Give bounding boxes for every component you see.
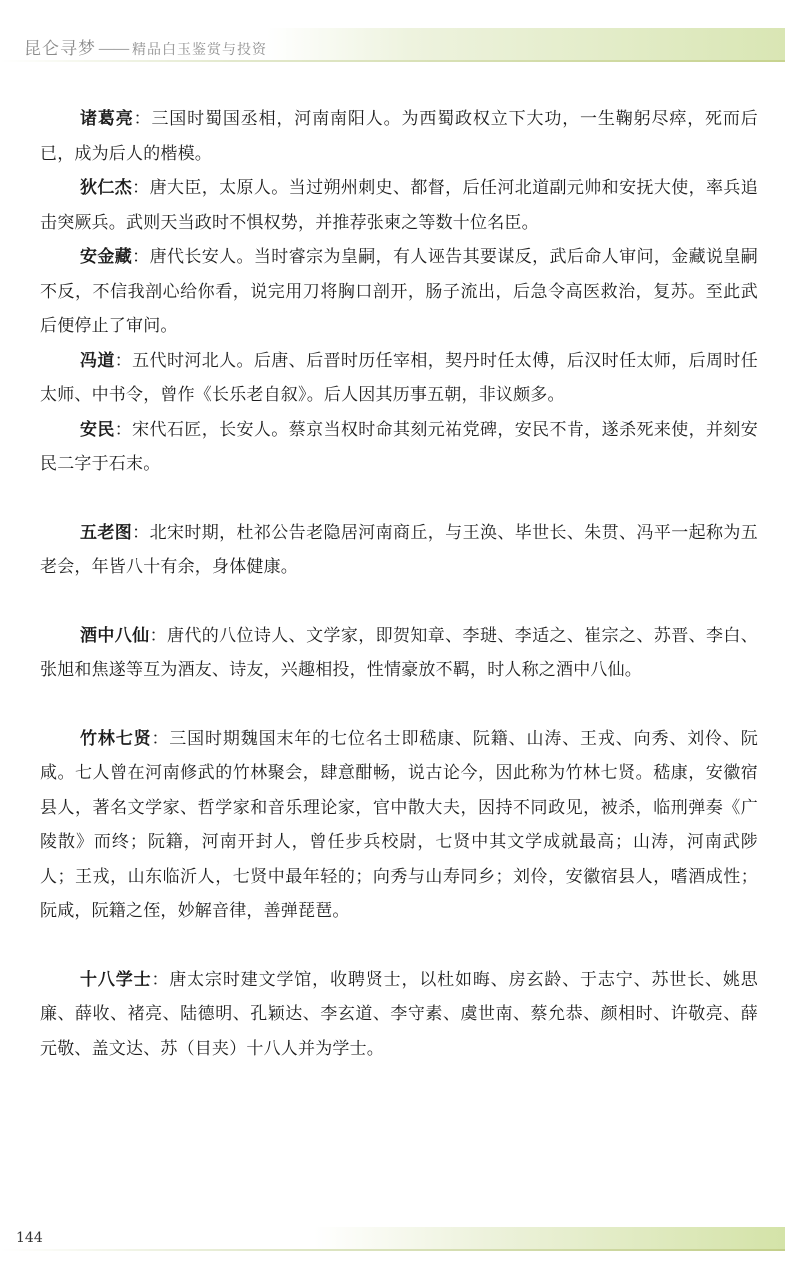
header-rule	[0, 60, 785, 62]
section-gap	[40, 585, 758, 619]
entry-separator: ：	[149, 625, 167, 646]
entry-text: 唐太宗时建文学馆，收聘贤士，以杜如晦、房玄龄、于志宁、苏世长、姚思廉、薛收、褚亮、陆德明、孔颖达、李玄道、李守素、虞世南、蔡允恭、颜相时、许敬亮、薛元敬、盖文达、苏（目夹）十八人并为学士。	[40, 969, 758, 1059]
entry-separator: ：	[132, 247, 150, 267]
entry-text: 北宋时期，杜祁公告老隐居河南商丘，与王涣、毕世长、朱贯、冯平一起称为五老会，年皆八十有余，身体健康。	[40, 522, 758, 577]
entry-di-renjie	[40, 171, 758, 240]
entry-text: 三国时期魏国末年的七位名士即嵇康、阮籍、山涛、王戎、向秀、刘伶、阮咸。七人曾在河南修武的竹林聚会，肆意酣畅，说古论今，因此称为竹林七贤。嵇康，安徽宿县人，著名文学家、哲学家和音乐理论家，官中散大夫，因持不同政见，被杀，临刑弹奏《广陵散》而终；阮籍，河南开封人，曾任步兵校尉，七贤中其文学成就最高；山涛，河南武陟人；王戎，山东临沂人，七贤中最年轻的；向秀与山寿同乡；刘伶，安徽宿县人，嗜酒成性；阮咸，阮籍之侄，妙解音律，善弹琵琶。	[40, 728, 758, 921]
entry-term: 安民	[80, 419, 115, 440]
entry-feng-dao	[40, 344, 758, 413]
section-gap	[40, 688, 758, 722]
entry-separator: ：	[114, 350, 133, 371]
entry-text: 唐大臣，太原人。当过朔州刺史、都督，后任河北道副元帅和安抚大使，率兵追击突厥兵。武则天当政时不惧权势，并推荐张柬之等数十位名臣。	[40, 178, 758, 233]
page-body	[40, 102, 758, 1066]
header-dash: ——	[98, 39, 128, 59]
entry-text: 唐代长安人。当时睿宗为皇嗣，有人诬告其要谋反，武后命人审问，金藏说皇嗣不反，不信我剖心给你看，说完用刀将胸口剖开，肠子流出，后急令高医救治，复苏。至此武后便停止了审问。	[40, 247, 758, 336]
entry-an-min	[40, 413, 758, 482]
entry-separator: ：	[151, 969, 170, 990]
entry-term: 五老图	[80, 522, 133, 543]
book-subtitle: 精品白玉鉴赏与投资	[132, 42, 267, 58]
entry-wulao-tu	[40, 516, 758, 585]
entry-text: 宋代石匠，长安人。蔡京当权时命其刻元祐党碑，安民不肯，遂杀死来使，并刻安民二字于石末。	[40, 419, 758, 474]
entry-text: 唐代的八位诗人、文学家，即贺知章、李琎、李适之、崔宗之、苏晋、李白、张旭和焦遂等互为酒友、诗友，兴趣相投，性情豪放不羁，时人称之酒中八仙。	[40, 625, 758, 680]
entry-separator: ：	[132, 178, 150, 198]
entry-zhuge-liang	[40, 102, 758, 171]
entry-zhulin-qixian	[40, 722, 758, 929]
entry-term: 竹林七贤	[80, 728, 152, 749]
entry-term: 狄仁杰	[80, 178, 133, 198]
entry-separator: ：	[132, 522, 150, 543]
section-gap	[40, 482, 758, 516]
entry-term: 诸葛亮	[80, 109, 134, 129]
entry-separator: ：	[133, 109, 152, 129]
section-gap	[40, 929, 758, 963]
entry-term: 冯道	[80, 350, 115, 371]
entry-shiba-xueshi	[40, 963, 758, 1067]
entry-term: 安金藏	[80, 247, 133, 267]
entry-text: 五代时河北人。后唐、后晋时历任宰相，契丹时任太傅，后汉时任太师，后周时任太师、中书令，曾作《长乐老自叙》。后人因其历事五朝，非议颇多。	[40, 350, 758, 405]
entry-separator: ：	[114, 419, 133, 440]
entry-an-jinzang	[40, 240, 758, 344]
page-number: 144	[16, 1230, 43, 1246]
entry-term: 酒中八仙	[80, 625, 150, 646]
book-title: 昆仑寻梦	[24, 39, 96, 59]
running-header	[24, 34, 267, 59]
entry-term: 十八学士	[80, 969, 152, 990]
entry-text: 三国时蜀国丞相，河南南阳人。为西蜀政权立下大功，一生鞠躬尽瘁，死而后已，成为后人的楷模。	[40, 109, 758, 164]
entry-separator: ：	[151, 728, 170, 749]
footer-rule	[0, 1249, 785, 1251]
footer-band	[0, 1227, 785, 1249]
entry-jiuzhong-baxian	[40, 619, 758, 688]
